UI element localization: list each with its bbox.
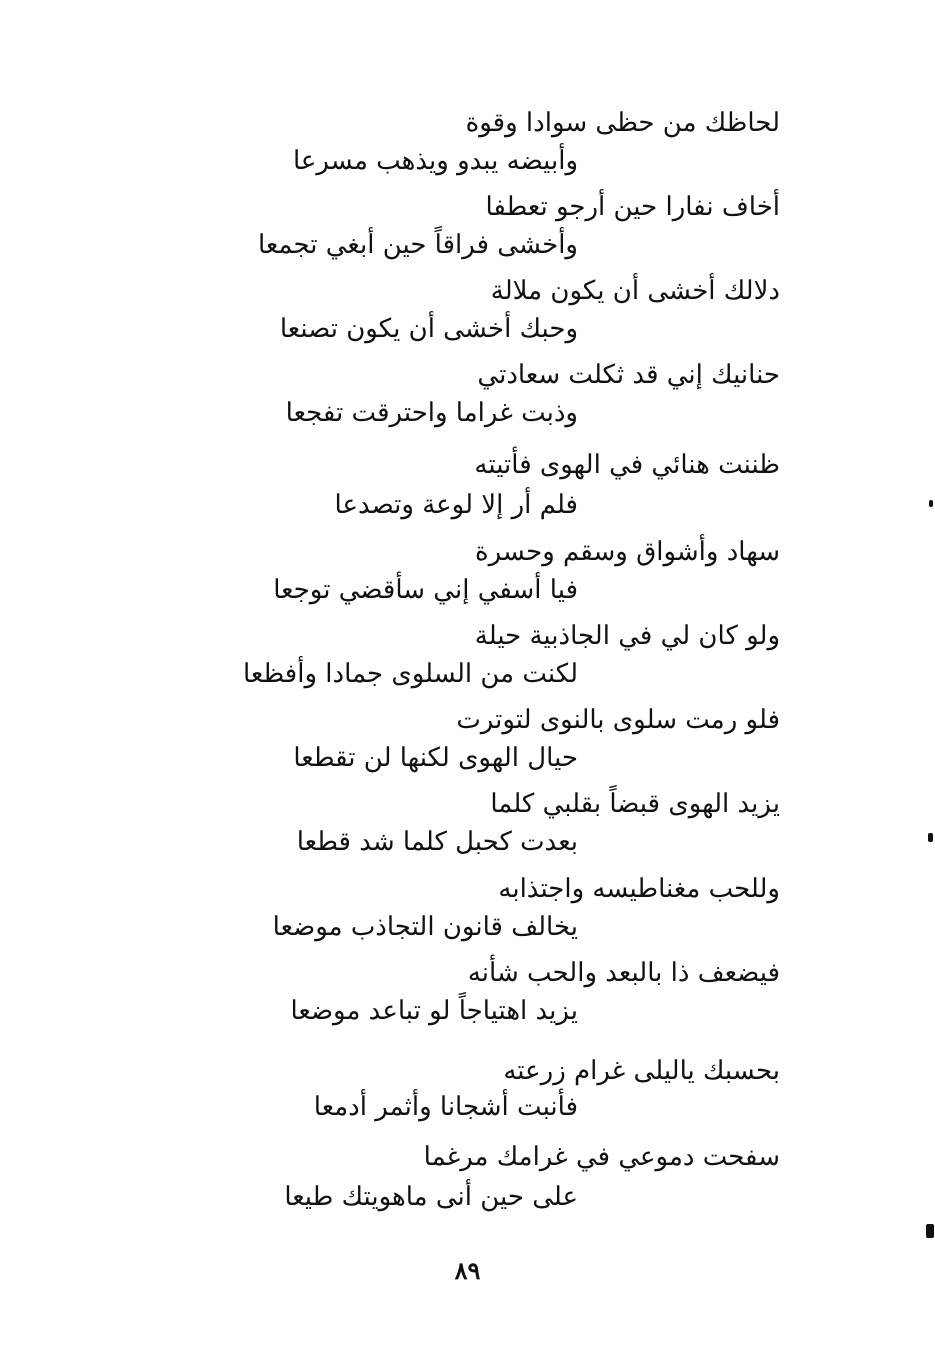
verse-line: فيا أسفي إني سأقضي توجعا [273,575,578,605]
verse-line: فأنبت أشجانا وأثمر أدمعا [313,1092,578,1122]
verse-line: أخاف نفارا حين أرجو تعطفا [485,192,780,222]
verse-line: على حين أنى ماهويتك طيعا [284,1182,578,1212]
verse-line: لحاظك من حظى سوادا وقوة [465,108,780,138]
verse-line: يزيد اهتياجاً لو تباعد موضعا [290,996,578,1026]
verse-line: فيضعف ذا بالبعد والحب شأنه [467,958,780,988]
verse-line: يزيد الهوى قبضاً بقلبي كلما [490,789,780,819]
verse-line: وأبيضه يبدو ويذهب مسرعا [292,146,578,176]
verse-line: بعدت كحبل كلما شد قطعا [296,827,578,857]
page-number: ٨٩ [454,1256,481,1285]
verse-line: حيال الهوى لكنها لن تقطعا [293,743,578,773]
verse-line: حنانيك إني قد ثكلت سعادتي [477,360,780,390]
scan-speck [929,500,933,507]
verse-line: وأخشى فراقاً حين أبغي تجمعا [257,230,578,260]
verse-line: وللحب مغناطيسه واجتذابه [498,874,780,904]
verse-line: بحسبك ياليلى غرام زرعته [503,1056,780,1086]
verse-line: ولو كان لي في الجاذبية حيلة [474,621,780,651]
verse-line: سهاد وأشواق وسقم وحسرة [474,537,780,567]
scan-speck [926,1224,934,1238]
verse-line: وذبت غراما واحترقت تفجعا [285,398,578,428]
verse-line: فلو رمت سلوى بالنوى لتوترت [456,705,780,735]
verse-line: ظننت هنائي في الهوى فأتيته [474,450,780,480]
verse-line: لكنت من السلوى جمادا وأفظعا [243,659,578,689]
verse-line: دلالك أخشى أن يكون ملالة [490,276,780,306]
scan-speck [928,833,933,842]
verse-line: سفحت دموعي في غرامك مرغما [423,1142,780,1172]
verse-line: يخالف قانون التجاذب موضعا [272,912,578,942]
verse-line: وحبك أخشى أن يكون تصنعا [279,314,578,344]
verse-line: فلم أر إلا لوعة وتصدعا [334,490,578,520]
